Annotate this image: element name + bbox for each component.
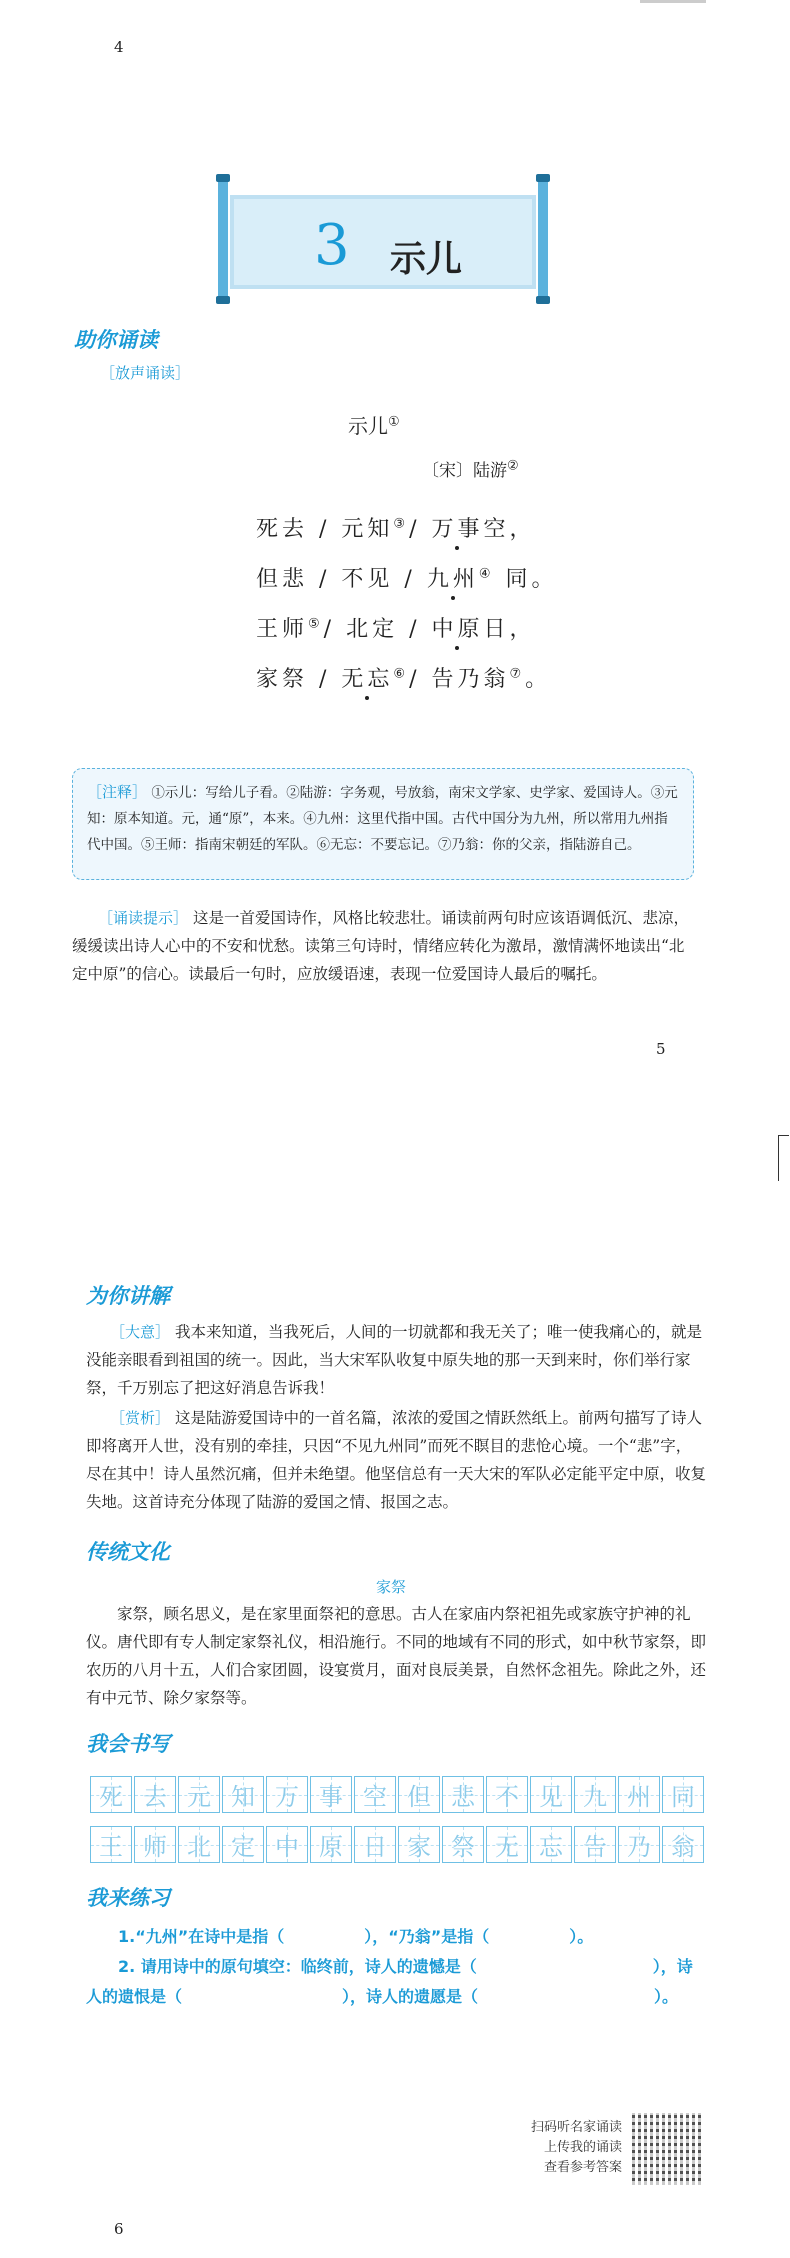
writing-cell[interactable] <box>178 1776 220 1813</box>
poem-text: 。 <box>525 667 552 692</box>
meaning-paragraph <box>86 1318 706 1402</box>
page-number-bottom: 6 <box>114 2220 124 2238</box>
poem-note: ③ <box>393 516 410 532</box>
poem-text: / <box>409 517 432 542</box>
poem-note: ⑦ <box>509 666 526 682</box>
poem-title <box>348 410 400 439</box>
writing-cell-char: 家 <box>407 1833 431 1861</box>
annotation-label: ［注释］ <box>87 783 148 801</box>
writing-cell-char: 中 <box>275 1833 299 1861</box>
meaning-text: 我本来知道，当我死后，人间的一切就都和我无关了；唯一使我痛心的，就是没能亲眼看到祖国的统一。因此，当大宋军队收复中原失地的那一天到来时，你们举行家祭，千万别忘了把这好消息告诉我！ <box>86 1323 702 1397</box>
writing-cell-char: 事 <box>319 1783 343 1811</box>
writing-cell[interactable] <box>178 1826 220 1863</box>
poem-line-3 <box>256 612 536 643</box>
poem-note: ④ <box>478 566 495 582</box>
section-heading-writing: 我会书写 <box>86 1732 170 1756</box>
writing-cell-char: 九 <box>583 1783 607 1811</box>
poem-author-text: 〔宋〕陆游 <box>422 461 507 481</box>
meaning-label: ［大意］ <box>110 1323 171 1341</box>
writing-cell-char: 定 <box>231 1833 255 1861</box>
writing-cell-char: 去 <box>143 1783 167 1811</box>
writing-cell-char: 北 <box>187 1833 211 1861</box>
writing-cell[interactable] <box>574 1826 616 1863</box>
writing-cell-char: 原 <box>319 1833 343 1861</box>
poem-text: 日， <box>483 617 536 642</box>
culture-subtitle: 家祭 <box>376 1578 407 1596</box>
writing-cell[interactable] <box>134 1776 176 1813</box>
page-number-middle: 5 <box>656 1040 666 1058</box>
poem-dotted-text: 中原 <box>431 617 484 642</box>
section-heading-explain: 为你讲解 <box>86 1284 170 1308</box>
writing-cell-char: 死 <box>99 1783 123 1811</box>
poem-text: 但悲 / 不见 / <box>256 567 427 592</box>
writing-cell-char: 元 <box>187 1783 211 1811</box>
culture-paragraph: 家祭，顾名思义，是在家里面祭祀的意思。古人在家庙内祭祀祖先或家族守护神的礼仪。唐代即有专人制定家祭礼仪，相沿施行。不同的地域有不同的形式，如中秋节家祭，即农历的八月十五，人们合家团圆，设宴赏月，面对良辰美景，自然怀念祖先。除此之外，还有中元节、除夕家祭等。 <box>86 1605 707 1707</box>
reading-tip-label: ［诵读提示］ <box>98 909 189 927</box>
writing-cell-char: 不 <box>495 1783 519 1811</box>
writing-cell[interactable] <box>618 1826 660 1863</box>
writing-cell[interactable] <box>530 1776 572 1813</box>
writing-grid-row-2 <box>90 1826 706 1863</box>
writing-cell-char: 翁 <box>671 1833 695 1861</box>
poem-line-1 <box>256 512 536 543</box>
poem-text: 同。 <box>494 567 558 592</box>
poem-text: 家祭 / <box>256 667 342 692</box>
poem-author-note: ② <box>507 458 519 474</box>
poem-line-4 <box>256 662 551 693</box>
writing-cell[interactable] <box>486 1776 528 1813</box>
writing-cell[interactable] <box>486 1826 528 1863</box>
writing-cell[interactable] <box>310 1826 352 1863</box>
writing-cell[interactable] <box>574 1776 616 1813</box>
writing-cell[interactable] <box>266 1776 308 1813</box>
poem-dotted-text: 九州 <box>426 567 479 592</box>
writing-cell[interactable] <box>442 1776 484 1813</box>
writing-cell-char: 州 <box>627 1783 651 1811</box>
section-heading-reading: 助你诵读 <box>74 328 158 352</box>
writing-cell[interactable] <box>134 1826 176 1863</box>
practice-question-1: 1.“九州”在诗中是指（ ），“乃翁”是指（ ）。 <box>118 1927 594 1946</box>
writing-cell[interactable] <box>354 1776 396 1813</box>
practice-question-2-line-1: 2. 请用诗中的原句填空：临终前，诗人的遗憾是（ ），诗 <box>118 1957 693 1976</box>
qr-caption-line: 查看参考答案 <box>543 2160 622 2175</box>
section-heading-culture: 传统文化 <box>86 1540 170 1564</box>
writing-cell-char: 告 <box>583 1833 607 1861</box>
writing-cell-char: 见 <box>539 1783 563 1811</box>
appreciation-label: ［赏析］ <box>110 1409 171 1427</box>
qr-code-image[interactable] <box>632 2113 704 2185</box>
poem-text: 死去 / 元知 <box>256 517 394 542</box>
qr-caption <box>500 2118 622 2178</box>
writing-cell[interactable] <box>310 1776 352 1813</box>
writing-cell[interactable] <box>442 1826 484 1863</box>
poem-text: 王师 <box>256 617 309 642</box>
poem-text: / 北定 / <box>323 617 432 642</box>
writing-cell[interactable] <box>222 1776 264 1813</box>
writing-cell-char: 同 <box>671 1783 695 1811</box>
writing-cell-char: 万 <box>275 1783 299 1811</box>
poem-title-text: 示儿 <box>348 414 388 438</box>
section-heading-practice: 我来练习 <box>86 1886 170 1910</box>
appreciation-paragraph <box>86 1404 706 1516</box>
top-edge-mark <box>640 0 706 3</box>
qr-caption-line: 上传我的诵读 <box>543 2140 622 2155</box>
scroll-paper <box>230 192 536 292</box>
poem-text: / 告乃翁 <box>409 667 510 692</box>
writing-cell-char: 空 <box>363 1783 387 1811</box>
poem-author <box>422 456 519 481</box>
poem-note: ⑥ <box>393 666 410 682</box>
writing-cell[interactable] <box>398 1826 440 1863</box>
scroll-rod-left <box>218 178 228 300</box>
writing-cell[interactable] <box>398 1776 440 1813</box>
page-number-top: 4 <box>114 38 124 56</box>
writing-cell[interactable] <box>90 1826 132 1863</box>
writing-cell[interactable] <box>90 1776 132 1813</box>
writing-cell[interactable] <box>354 1826 396 1863</box>
lesson-number: 3 <box>314 213 350 278</box>
poem-title-note: ① <box>388 414 400 430</box>
practice-question-2-line-2: 人的遗恨是（ ），诗人的遗愿是（ ）。 <box>86 1987 679 2006</box>
read-aloud-tag: ［放声诵读］ <box>100 364 191 382</box>
poem-dotted-text: 无忘 <box>341 667 394 692</box>
writing-cell-char: 忘 <box>539 1833 563 1861</box>
annotation-box <box>72 768 694 880</box>
writing-cell-char: 王 <box>99 1833 123 1861</box>
poem-text: 空， <box>483 517 536 542</box>
lesson-title-banner <box>218 178 548 300</box>
writing-cell-char: 无 <box>495 1833 519 1861</box>
qr-caption-line: 扫码听名家诵读 <box>530 2120 622 2135</box>
writing-cell[interactable] <box>662 1776 704 1813</box>
writing-grid-row-1 <box>90 1776 706 1813</box>
lesson-title: 示儿 <box>390 239 463 280</box>
reading-tip-text: 这是一首爱国诗作，风格比较悲壮。诵读前两句时应该语调低沉、悲凉，缓缓读出诗人心中的不安和忧愁。读第三句诗时，情绪应转化为激昂，激情满怀地读出“北定中原”的信心。读最后一句时，应放缓语速，表现一位爱国诗人最后的嘱托。 <box>72 909 689 983</box>
writing-cell[interactable] <box>662 1826 704 1863</box>
writing-cell-char: 师 <box>143 1833 167 1861</box>
writing-cell[interactable] <box>266 1826 308 1863</box>
poem-dotted-text: 万事 <box>431 517 484 542</box>
page-edge-mark <box>778 1135 789 1181</box>
poem-note: ⑤ <box>308 616 324 632</box>
writing-cell-char: 知 <box>231 1783 255 1811</box>
writing-cell[interactable] <box>618 1776 660 1813</box>
writing-cell[interactable] <box>530 1826 572 1863</box>
annotation-text: ①示儿：写给儿子看。②陆游：字务观，号放翁，南宋文学家、史学家、爱国诗人。③元知：原本知道。元，通“原”，本来。④九州：这里代指中国。古代中国分为九州，所以常用九州指代中国。⑤王师：指南宋朝廷的军队。⑥无忘：不要忘记。⑦乃翁：你的父亲，指陆游自己。 <box>87 785 678 853</box>
writing-cell-char: 乃 <box>627 1833 651 1861</box>
writing-cell-char: 祭 <box>451 1833 475 1861</box>
scroll-rod-right <box>538 178 548 300</box>
writing-cell[interactable] <box>222 1826 264 1863</box>
writing-cell-char: 但 <box>407 1783 431 1811</box>
writing-cell-char: 悲 <box>451 1783 475 1811</box>
poem-line-2 <box>256 562 557 593</box>
reading-tip <box>72 904 694 988</box>
appreciation-text: 这是陆游爱国诗中的一首名篇，浓浓的爱国之情跃然纸上。前两句描写了诗人即将离开人世，没有别的牵挂，只因“不见九州同”而死不瞑目的悲怆心境。一个“悲”字，尽在其中！诗人虽然沉痛，但并未绝望。他坚信总有一天大宋的军队必定能平定中原，收复失地。这首诗充分体现了陆游的爱国之情、报国之志。 <box>86 1409 707 1511</box>
writing-cell-char: 日 <box>363 1833 387 1861</box>
